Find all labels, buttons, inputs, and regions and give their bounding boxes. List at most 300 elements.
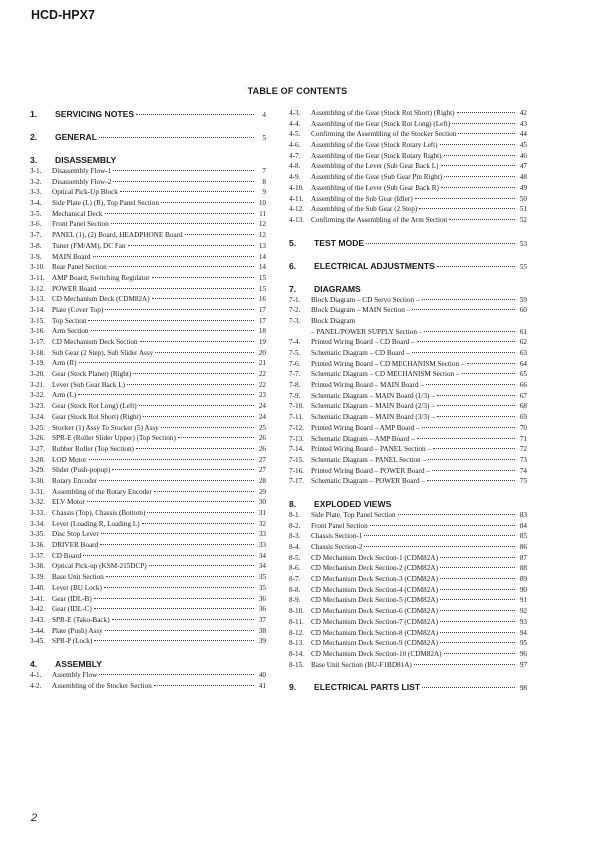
toc-entry-page: 11 bbox=[259, 209, 266, 218]
toc-entry-title: Assembling of the Gear (Stock Rotary Left) bbox=[311, 141, 438, 150]
toc-entry-title: Optical Pick-Up Block bbox=[52, 188, 118, 197]
toc-entry-title: TEST MODE bbox=[314, 237, 365, 248]
toc-entry-title: Schematic Diagram – CD Board – bbox=[311, 349, 410, 357]
toc-entry-number: 1. bbox=[30, 109, 38, 119]
toc-entry[interactable] bbox=[289, 108, 527, 119]
toc-entry-page: 69 bbox=[519, 413, 527, 422]
toc-entry[interactable] bbox=[289, 401, 527, 412]
toc-entry-page: 53 bbox=[519, 239, 527, 248]
toc-entry-title: – PANEL/POWER SUPPLY Section – bbox=[311, 327, 423, 336]
toc-entry-number: 3-9. bbox=[30, 252, 42, 261]
toc-entry[interactable] bbox=[30, 241, 266, 252]
toc-entry[interactable] bbox=[30, 262, 266, 273]
toc-entry-number: 8-14. bbox=[289, 649, 304, 658]
toc-entry[interactable] bbox=[289, 305, 527, 316]
dot-leader bbox=[154, 491, 254, 492]
toc-entry-title: PANEL (1), (2) Board, HEADPHONE Board bbox=[52, 231, 183, 240]
toc-section-heading[interactable] bbox=[30, 658, 266, 670]
toc-entry[interactable] bbox=[289, 151, 527, 162]
dot-leader bbox=[452, 123, 515, 124]
toc-entry-title: Assembling of the Gear (Stock Rotary Right) bbox=[311, 151, 442, 160]
toc-right-column bbox=[289, 108, 527, 693]
dot-leader bbox=[428, 459, 515, 460]
toc-entry[interactable] bbox=[30, 476, 266, 487]
toc-entry[interactable] bbox=[30, 540, 266, 551]
toc-entry-page: 64 bbox=[519, 359, 527, 368]
toc-entry-title: CD Mechanism Deck Section bbox=[52, 338, 138, 346]
dot-leader bbox=[87, 501, 254, 502]
toc-entry-title: CD Mechanism Deck Section-2 (CDM82A) bbox=[311, 564, 438, 573]
toc-entry-number: 4-8. bbox=[289, 162, 301, 171]
toc-entry-page: 48 bbox=[519, 173, 527, 182]
toc-entry-title: Gear (Stock Rot Long) (Left) bbox=[52, 402, 137, 411]
toc-entry-number: 3-34. bbox=[30, 519, 45, 528]
toc-entry-title: Arm (R) bbox=[52, 359, 77, 368]
dot-leader bbox=[89, 459, 254, 460]
toc-entry[interactable] bbox=[289, 444, 527, 455]
dot-leader bbox=[127, 384, 254, 385]
toc-entry-number: 3-11. bbox=[30, 273, 45, 282]
toc-entry-title: Plate (Cover Top) bbox=[52, 305, 104, 314]
toc-entry[interactable] bbox=[30, 561, 266, 572]
toc-entry-number: 7-10. bbox=[289, 402, 304, 411]
toc-entry-page: 84 bbox=[519, 521, 527, 530]
toc-entry[interactable] bbox=[289, 563, 527, 574]
toc-entry-number: 8-13. bbox=[289, 639, 304, 648]
toc-entry-number: 7-8. bbox=[289, 381, 301, 390]
toc-entry-title: Side Plate, Top Panel Section bbox=[311, 510, 396, 519]
toc-entry[interactable] bbox=[289, 423, 527, 434]
toc-section-heading[interactable] bbox=[30, 108, 266, 120]
toc-entry-number: 4. bbox=[30, 658, 38, 669]
toc-entry-page: 26 bbox=[258, 434, 266, 443]
dot-leader bbox=[437, 395, 515, 396]
toc-entry[interactable] bbox=[30, 583, 266, 594]
toc-entry-page: 25 bbox=[258, 423, 266, 432]
toc-entry-page: 17 bbox=[258, 316, 266, 325]
toc-entry[interactable] bbox=[289, 638, 527, 649]
toc-entry[interactable] bbox=[30, 316, 266, 327]
toc-section-heading[interactable] bbox=[289, 681, 527, 693]
toc-entry-number: 3-30. bbox=[30, 476, 45, 485]
toc-entry-number: 3-36. bbox=[30, 541, 45, 550]
toc-entry-title: Sub Gear (2 Step), Sub Slider Assy bbox=[52, 348, 154, 357]
toc-entry[interactable] bbox=[30, 284, 266, 295]
toc-entry[interactable] bbox=[30, 294, 266, 305]
toc-entry-title: ELECTRICAL PARTS LIST bbox=[314, 682, 421, 693]
dot-leader bbox=[112, 619, 254, 620]
toc-entry-page: 94 bbox=[519, 628, 527, 637]
toc-entry-title: Chassis (Top), Chassis (Bottom) bbox=[52, 509, 146, 517]
toc-entry[interactable] bbox=[30, 219, 266, 230]
toc-entry-title: DIAGRAMS bbox=[314, 283, 361, 294]
dot-leader bbox=[149, 565, 254, 566]
dot-leader bbox=[178, 437, 254, 438]
toc-entry-page: 22 bbox=[258, 370, 266, 379]
dot-leader bbox=[458, 133, 515, 134]
toc-entry-title: ELECTRICAL ADJUSTMENTS bbox=[314, 260, 435, 271]
toc-entry-page: 90 bbox=[519, 585, 527, 594]
toc-section-heading[interactable] bbox=[289, 260, 527, 272]
toc-entry-number: 7-6. bbox=[289, 359, 301, 368]
toc-entry[interactable] bbox=[30, 594, 266, 605]
toc-entry[interactable] bbox=[289, 359, 527, 370]
dot-leader bbox=[133, 373, 254, 374]
dot-leader bbox=[419, 208, 515, 209]
toc-entry-title: GENERAL bbox=[55, 132, 98, 142]
toc-entry-number: 3-28. bbox=[30, 455, 45, 464]
dot-leader bbox=[94, 640, 254, 641]
toc-entry-title: Assembling of the Rotary Encoder bbox=[52, 487, 152, 496]
toc-section-heading[interactable] bbox=[289, 283, 527, 295]
toc-entry-number: 3-41. bbox=[30, 594, 45, 603]
toc-entry-title: Assembling of the Gear (Sub Gear Pin Right) bbox=[311, 173, 443, 182]
toc-entry[interactable] bbox=[289, 574, 527, 585]
toc-entry-title: Printed Wiring Board – POWER Board – bbox=[311, 466, 430, 475]
dot-leader bbox=[185, 234, 254, 235]
toc-entry-page: 86 bbox=[519, 543, 527, 551]
toc-entry-page: 43 bbox=[519, 119, 527, 128]
toc-entry[interactable] bbox=[289, 649, 527, 660]
toc-entry-number: 9. bbox=[289, 682, 297, 693]
dot-leader bbox=[417, 438, 515, 439]
toc-section-heading[interactable] bbox=[30, 131, 266, 143]
toc-entry[interactable] bbox=[289, 476, 527, 487]
toc-entry[interactable] bbox=[30, 444, 266, 455]
toc-entry[interactable] bbox=[289, 316, 527, 327]
dot-leader bbox=[142, 523, 254, 524]
toc-entry-title: Printed Wiring Board – MAIN Board – bbox=[311, 381, 424, 390]
toc-entry[interactable] bbox=[289, 327, 527, 338]
toc-entry-page: 66 bbox=[519, 381, 527, 390]
toc-entry-number: 7-13. bbox=[289, 434, 304, 443]
toc-entry-title: CD Mechanism Deck Section-6 (CDM82A) bbox=[311, 607, 438, 616]
toc-entry-page: 46 bbox=[519, 151, 527, 160]
dot-leader bbox=[412, 309, 515, 310]
toc-entry[interactable] bbox=[289, 510, 527, 521]
toc-entry-number: 3-6. bbox=[30, 220, 42, 229]
toc-entry-page: 15 bbox=[258, 273, 266, 282]
dot-leader bbox=[94, 598, 254, 599]
toc-entry-number: 4-9. bbox=[289, 173, 301, 182]
toc-entry-page: 55 bbox=[519, 262, 527, 271]
toc-section-heading[interactable] bbox=[289, 237, 527, 249]
toc-entry-page: 74 bbox=[519, 466, 527, 475]
toc-entry-number: 7-4. bbox=[289, 338, 301, 347]
toc-entry[interactable] bbox=[30, 497, 266, 508]
toc-entry-page: 87 bbox=[519, 553, 527, 562]
toc-entry[interactable] bbox=[289, 628, 527, 639]
toc-entry[interactable] bbox=[30, 187, 266, 198]
toc-entry-title: Printed Wiring Board – PANEL Section – bbox=[311, 445, 432, 454]
toc-entry[interactable] bbox=[30, 230, 266, 241]
toc-entry-title: SPR-E (Tako-Back) bbox=[52, 615, 110, 624]
dot-leader bbox=[440, 144, 515, 145]
toc-entry-title: Schematic Diagram – POWER Board – bbox=[311, 477, 425, 486]
toc-entry-number: 3-2. bbox=[30, 177, 42, 186]
toc-entry-page: 45 bbox=[519, 141, 527, 150]
toc-entry[interactable] bbox=[289, 434, 527, 445]
toc-entry-page: 27 bbox=[258, 455, 266, 464]
toc-entry-number: 5. bbox=[289, 237, 297, 248]
toc-entry-number: 3-43. bbox=[30, 615, 45, 624]
toc-entry[interactable] bbox=[30, 252, 266, 263]
toc-entry-number: 4-7. bbox=[289, 151, 301, 160]
toc-entry[interactable] bbox=[30, 604, 266, 615]
toc-entry-page: 40 bbox=[258, 670, 266, 679]
toc-entry-number: 4-10. bbox=[289, 183, 304, 192]
toc-entry-number: 3-31. bbox=[30, 487, 45, 496]
toc-entry[interactable] bbox=[289, 348, 527, 359]
toc-entry[interactable] bbox=[289, 466, 527, 477]
toc-entry-page: 96 bbox=[519, 649, 527, 658]
toc-entry-page: 21 bbox=[258, 359, 266, 368]
toc-entry-page: 85 bbox=[519, 532, 527, 541]
dot-leader bbox=[427, 480, 515, 481]
page-number: 2 bbox=[31, 812, 38, 824]
toc-entry[interactable] bbox=[289, 531, 527, 542]
toc-entry[interactable] bbox=[289, 617, 527, 628]
toc-entry-number: 3-39. bbox=[30, 573, 45, 582]
toc-entry-page: 35 bbox=[258, 573, 266, 582]
toc-entry-page: 10 bbox=[258, 199, 266, 208]
toc-entry-title: Disassembly Flow-2 bbox=[52, 177, 112, 186]
toc-entry-title: CD Mechanism Deck Section-4 (CDM82A) bbox=[311, 585, 438, 594]
toc-entry[interactable] bbox=[289, 119, 527, 130]
toc-entry-page: 92 bbox=[519, 607, 527, 616]
toc-entry-title: Rear Panel Section bbox=[52, 263, 107, 272]
toc-entry[interactable] bbox=[30, 380, 266, 391]
toc-entry-number: 3-16. bbox=[30, 327, 45, 336]
toc-entry-title: Assembling of the Gear (Stock Rot Short) (Right) bbox=[311, 109, 455, 117]
toc-entry[interactable] bbox=[289, 521, 527, 532]
toc-entry[interactable] bbox=[30, 348, 266, 359]
toc-entry-title: MAIN Board bbox=[52, 252, 91, 261]
toc-entry-page: 70 bbox=[519, 423, 527, 432]
toc-entry[interactable] bbox=[30, 529, 266, 540]
toc-entry-page: 39 bbox=[258, 637, 266, 646]
toc-entry-page: 31 bbox=[258, 509, 266, 517]
toc-entry-page: 34 bbox=[258, 562, 266, 571]
dot-leader bbox=[440, 589, 515, 590]
toc-entry-page: 60 bbox=[519, 306, 527, 315]
toc-entry-title: CD Mechanism Deck (CDM82A) bbox=[52, 295, 150, 304]
toc-entry[interactable] bbox=[30, 198, 266, 209]
toc-entry[interactable] bbox=[30, 626, 266, 637]
toc-entry-title: Optical Pick-up (KSM-215DCP) bbox=[52, 562, 147, 571]
toc-entry-page: 16 bbox=[258, 295, 266, 304]
toc-entry-page: 19 bbox=[258, 338, 266, 346]
toc-entry[interactable] bbox=[30, 423, 266, 434]
dot-leader bbox=[104, 587, 254, 588]
toc-entry-number: 3-25. bbox=[30, 423, 45, 432]
dot-leader bbox=[424, 331, 515, 332]
toc-entry[interactable] bbox=[30, 166, 266, 177]
toc-entry-page: 17 bbox=[258, 305, 266, 314]
toc-entry[interactable] bbox=[289, 660, 527, 671]
toc-entry[interactable] bbox=[30, 455, 266, 466]
toc-entry-number: 8-15. bbox=[289, 660, 304, 669]
toc-entry-page: 32 bbox=[258, 519, 266, 528]
toc-entry[interactable] bbox=[30, 615, 266, 626]
dot-leader bbox=[143, 416, 254, 417]
toc-entry-number: 3-21. bbox=[30, 380, 45, 389]
toc-entry[interactable] bbox=[30, 636, 266, 647]
toc-entry-title: Stocker (1) Assy To Stocker (5) Assy bbox=[52, 423, 159, 432]
toc-entry-number: 7-1. bbox=[289, 295, 301, 304]
dot-leader bbox=[99, 480, 254, 481]
toc-entry[interactable] bbox=[30, 551, 266, 562]
toc-entry[interactable] bbox=[289, 337, 527, 348]
toc-entry-number: 3-3. bbox=[30, 188, 42, 197]
dot-leader bbox=[433, 448, 515, 449]
toc-entry-title: POWER Board bbox=[52, 284, 97, 293]
toc-entry-page: 51 bbox=[519, 205, 527, 214]
toc-entry-page: 62 bbox=[519, 338, 527, 347]
toc-entry[interactable] bbox=[30, 412, 266, 423]
toc-entry-number: 7-2. bbox=[289, 306, 301, 315]
toc-entry[interactable] bbox=[289, 585, 527, 596]
toc-entry-page: 12 bbox=[258, 231, 266, 240]
toc-entry-page: 83 bbox=[519, 510, 527, 519]
dot-leader bbox=[440, 610, 515, 611]
toc-entry-title: Assembling of the Sub Gear (Idler) bbox=[311, 194, 413, 203]
toc-entry-title: Assembling of the Lever (Sub Gear Back L) bbox=[311, 162, 439, 171]
toc-entry-number: 4-3. bbox=[289, 109, 301, 117]
toc-section-heading[interactable] bbox=[30, 154, 266, 166]
toc-entry[interactable] bbox=[289, 380, 527, 391]
toc-section-heading[interactable] bbox=[289, 498, 527, 510]
toc-entry-page: 72 bbox=[519, 445, 527, 454]
toc-entry-number: 3-10. bbox=[30, 263, 45, 272]
dot-leader bbox=[105, 213, 255, 214]
toc-entry-page: 28 bbox=[258, 476, 266, 485]
dot-leader bbox=[78, 394, 254, 395]
dot-leader bbox=[113, 170, 254, 171]
toc-entry[interactable] bbox=[30, 369, 266, 380]
toc-entry[interactable] bbox=[30, 326, 266, 337]
toc-entry[interactable] bbox=[289, 215, 527, 226]
toc-entry[interactable] bbox=[30, 273, 266, 284]
dot-leader bbox=[364, 546, 515, 547]
toc-entry-number: 3-1. bbox=[30, 167, 42, 175]
toc-entry-number: 8-8. bbox=[289, 585, 301, 594]
dot-leader bbox=[440, 642, 515, 643]
toc-entry-page: 34 bbox=[258, 551, 266, 560]
toc-entry[interactable] bbox=[289, 553, 527, 564]
toc-entry[interactable] bbox=[30, 209, 266, 220]
toc-entry[interactable] bbox=[30, 177, 266, 188]
toc-entry-page: 27 bbox=[258, 466, 266, 475]
toc-entry[interactable] bbox=[289, 412, 527, 423]
dot-leader bbox=[101, 533, 254, 534]
dot-leader bbox=[366, 243, 515, 244]
toc-entry-number: 3-42. bbox=[30, 605, 45, 614]
document-model-header: HCD-HPX7 bbox=[31, 8, 95, 22]
toc-entry-title: Front Panel Section bbox=[52, 220, 109, 229]
toc-entry[interactable] bbox=[289, 595, 527, 606]
toc-entry[interactable] bbox=[30, 390, 266, 401]
toc-entry[interactable] bbox=[30, 358, 266, 369]
toc-entry-number: 3-8. bbox=[30, 241, 42, 250]
toc-entry[interactable] bbox=[289, 369, 527, 380]
toc-entry[interactable] bbox=[30, 433, 266, 444]
toc-entry-number: 7-14. bbox=[289, 445, 304, 454]
toc-entry-title: LOD Motor bbox=[52, 455, 87, 464]
toc-entry-number: 4-2. bbox=[30, 681, 42, 690]
toc-entry-page: 52 bbox=[519, 215, 527, 224]
toc-entry[interactable] bbox=[289, 161, 527, 172]
toc-entry[interactable] bbox=[289, 204, 527, 215]
toc-entry-title: Schematic Diagram – MAIN Board (1/3) – bbox=[311, 391, 435, 400]
toc-entry[interactable] bbox=[289, 140, 527, 151]
toc-entry[interactable] bbox=[30, 670, 266, 681]
toc-entry-number: 3-19. bbox=[30, 359, 45, 368]
toc-entry-title: Plate (Push) Assy bbox=[52, 626, 103, 635]
toc-entry-title: Schematic Diagram – PANEL Section – bbox=[311, 455, 427, 464]
toc-entry-number: 7-3. bbox=[289, 316, 301, 325]
toc-entry-number: 3-18. bbox=[30, 348, 45, 357]
toc-entry[interactable] bbox=[289, 129, 527, 140]
toc-entry[interactable] bbox=[30, 572, 266, 583]
toc-entry-number: 8. bbox=[289, 498, 297, 509]
toc-entry[interactable] bbox=[30, 681, 266, 692]
toc-entry[interactable] bbox=[30, 508, 266, 519]
dot-leader bbox=[111, 223, 254, 224]
toc-entry-number: 7-9. bbox=[289, 391, 301, 400]
dot-leader bbox=[444, 155, 515, 156]
toc-entry[interactable] bbox=[30, 465, 266, 476]
toc-entry-number: 7-5. bbox=[289, 349, 301, 357]
toc-entry-page: 65 bbox=[519, 370, 527, 379]
toc-entry[interactable] bbox=[289, 183, 527, 194]
toc-entry[interactable] bbox=[289, 455, 527, 466]
toc-entry-title: Assembling of the Gear (Stock Rot Long) (Left) bbox=[311, 119, 451, 128]
toc-entry-title: Side Plate (L) (R), Top Panel Section bbox=[52, 199, 159, 208]
dot-leader bbox=[417, 341, 515, 342]
toc-entry[interactable] bbox=[289, 172, 527, 183]
toc-entry[interactable] bbox=[289, 542, 527, 553]
toc-entry-number: 3-5. bbox=[30, 209, 42, 218]
dot-leader bbox=[467, 363, 515, 364]
toc-entry[interactable] bbox=[30, 305, 266, 316]
toc-entry-page: 42 bbox=[519, 109, 527, 117]
toc-entry-number: 8-9. bbox=[289, 596, 301, 605]
toc-entry-title: Mechanical Deck bbox=[52, 209, 103, 218]
toc-entry-number: 2. bbox=[30, 132, 38, 142]
toc-entry-page: 8 bbox=[262, 177, 266, 186]
toc-entry[interactable] bbox=[289, 194, 527, 205]
toc-entry[interactable] bbox=[30, 337, 266, 348]
dot-leader bbox=[444, 653, 515, 654]
toc-entry-page: 12 bbox=[258, 220, 266, 229]
toc-entry[interactable] bbox=[289, 295, 527, 306]
toc-entry[interactable] bbox=[289, 391, 527, 402]
toc-entry[interactable] bbox=[30, 519, 266, 530]
toc-entry-number: 3-38. bbox=[30, 562, 45, 571]
toc-entry-number: 3-40. bbox=[30, 583, 45, 592]
dot-leader bbox=[415, 198, 515, 199]
toc-entry-title: Assembly Flow bbox=[52, 670, 98, 679]
toc-entry-number: 4-1. bbox=[30, 670, 42, 679]
toc-entry-number: 3-32. bbox=[30, 498, 45, 507]
toc-entry[interactable] bbox=[30, 487, 266, 498]
dot-leader bbox=[414, 664, 515, 665]
toc-entry[interactable] bbox=[30, 401, 266, 412]
toc-entry-title: Gear (Stock Rot Short) (Right) bbox=[52, 412, 142, 421]
toc-entry-page: 29 bbox=[258, 487, 266, 496]
toc-entry[interactable] bbox=[289, 606, 527, 617]
